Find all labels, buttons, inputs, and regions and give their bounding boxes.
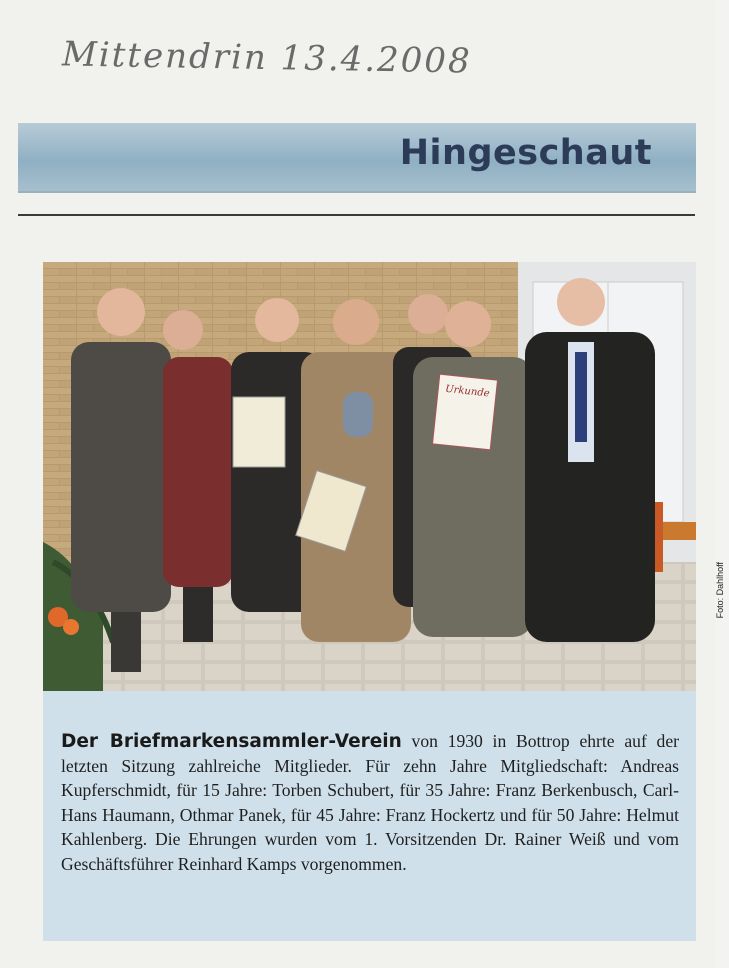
caption-lead: Der Briefmarkensammler-Verein bbox=[61, 730, 402, 752]
caption-body: von 1930 in Bottrop ehrte auf der letzten Sitzung zahlreiche Mitglieder. Für zehn Jahre Mitgliedschaft: Andreas Kupferschmidt, für 15 Jahre: Torben Schubert, für 35 Jahre: Franz Berkenbusch, Carl-Hans Haumann, Othmar Panek, für 45 Jahre: Franz Hockertz und für 50 Jahre: Helmut Kahlenberg. Die Ehrungen wurden vom 1. Vorsitzenden Dr. Rainer Weiß und vom Geschäftsführer Reinhard Kamps vorgenommen. bbox=[61, 730, 679, 874]
caption-box bbox=[43, 691, 696, 941]
group-photo-illustration bbox=[43, 262, 696, 691]
handwritten-date-note: Mittendrin 13.4.2008 bbox=[61, 34, 472, 82]
person-7 bbox=[525, 278, 655, 642]
divider-rule bbox=[18, 214, 695, 216]
certificate-heading: Urkunde bbox=[444, 383, 491, 400]
photo-credit: Foto: Dahlhoff bbox=[715, 562, 725, 619]
section-title: Hingeschaut bbox=[399, 133, 652, 173]
group-photo bbox=[43, 262, 725, 691]
photo-caption bbox=[61, 729, 679, 876]
section-banner bbox=[18, 123, 696, 193]
